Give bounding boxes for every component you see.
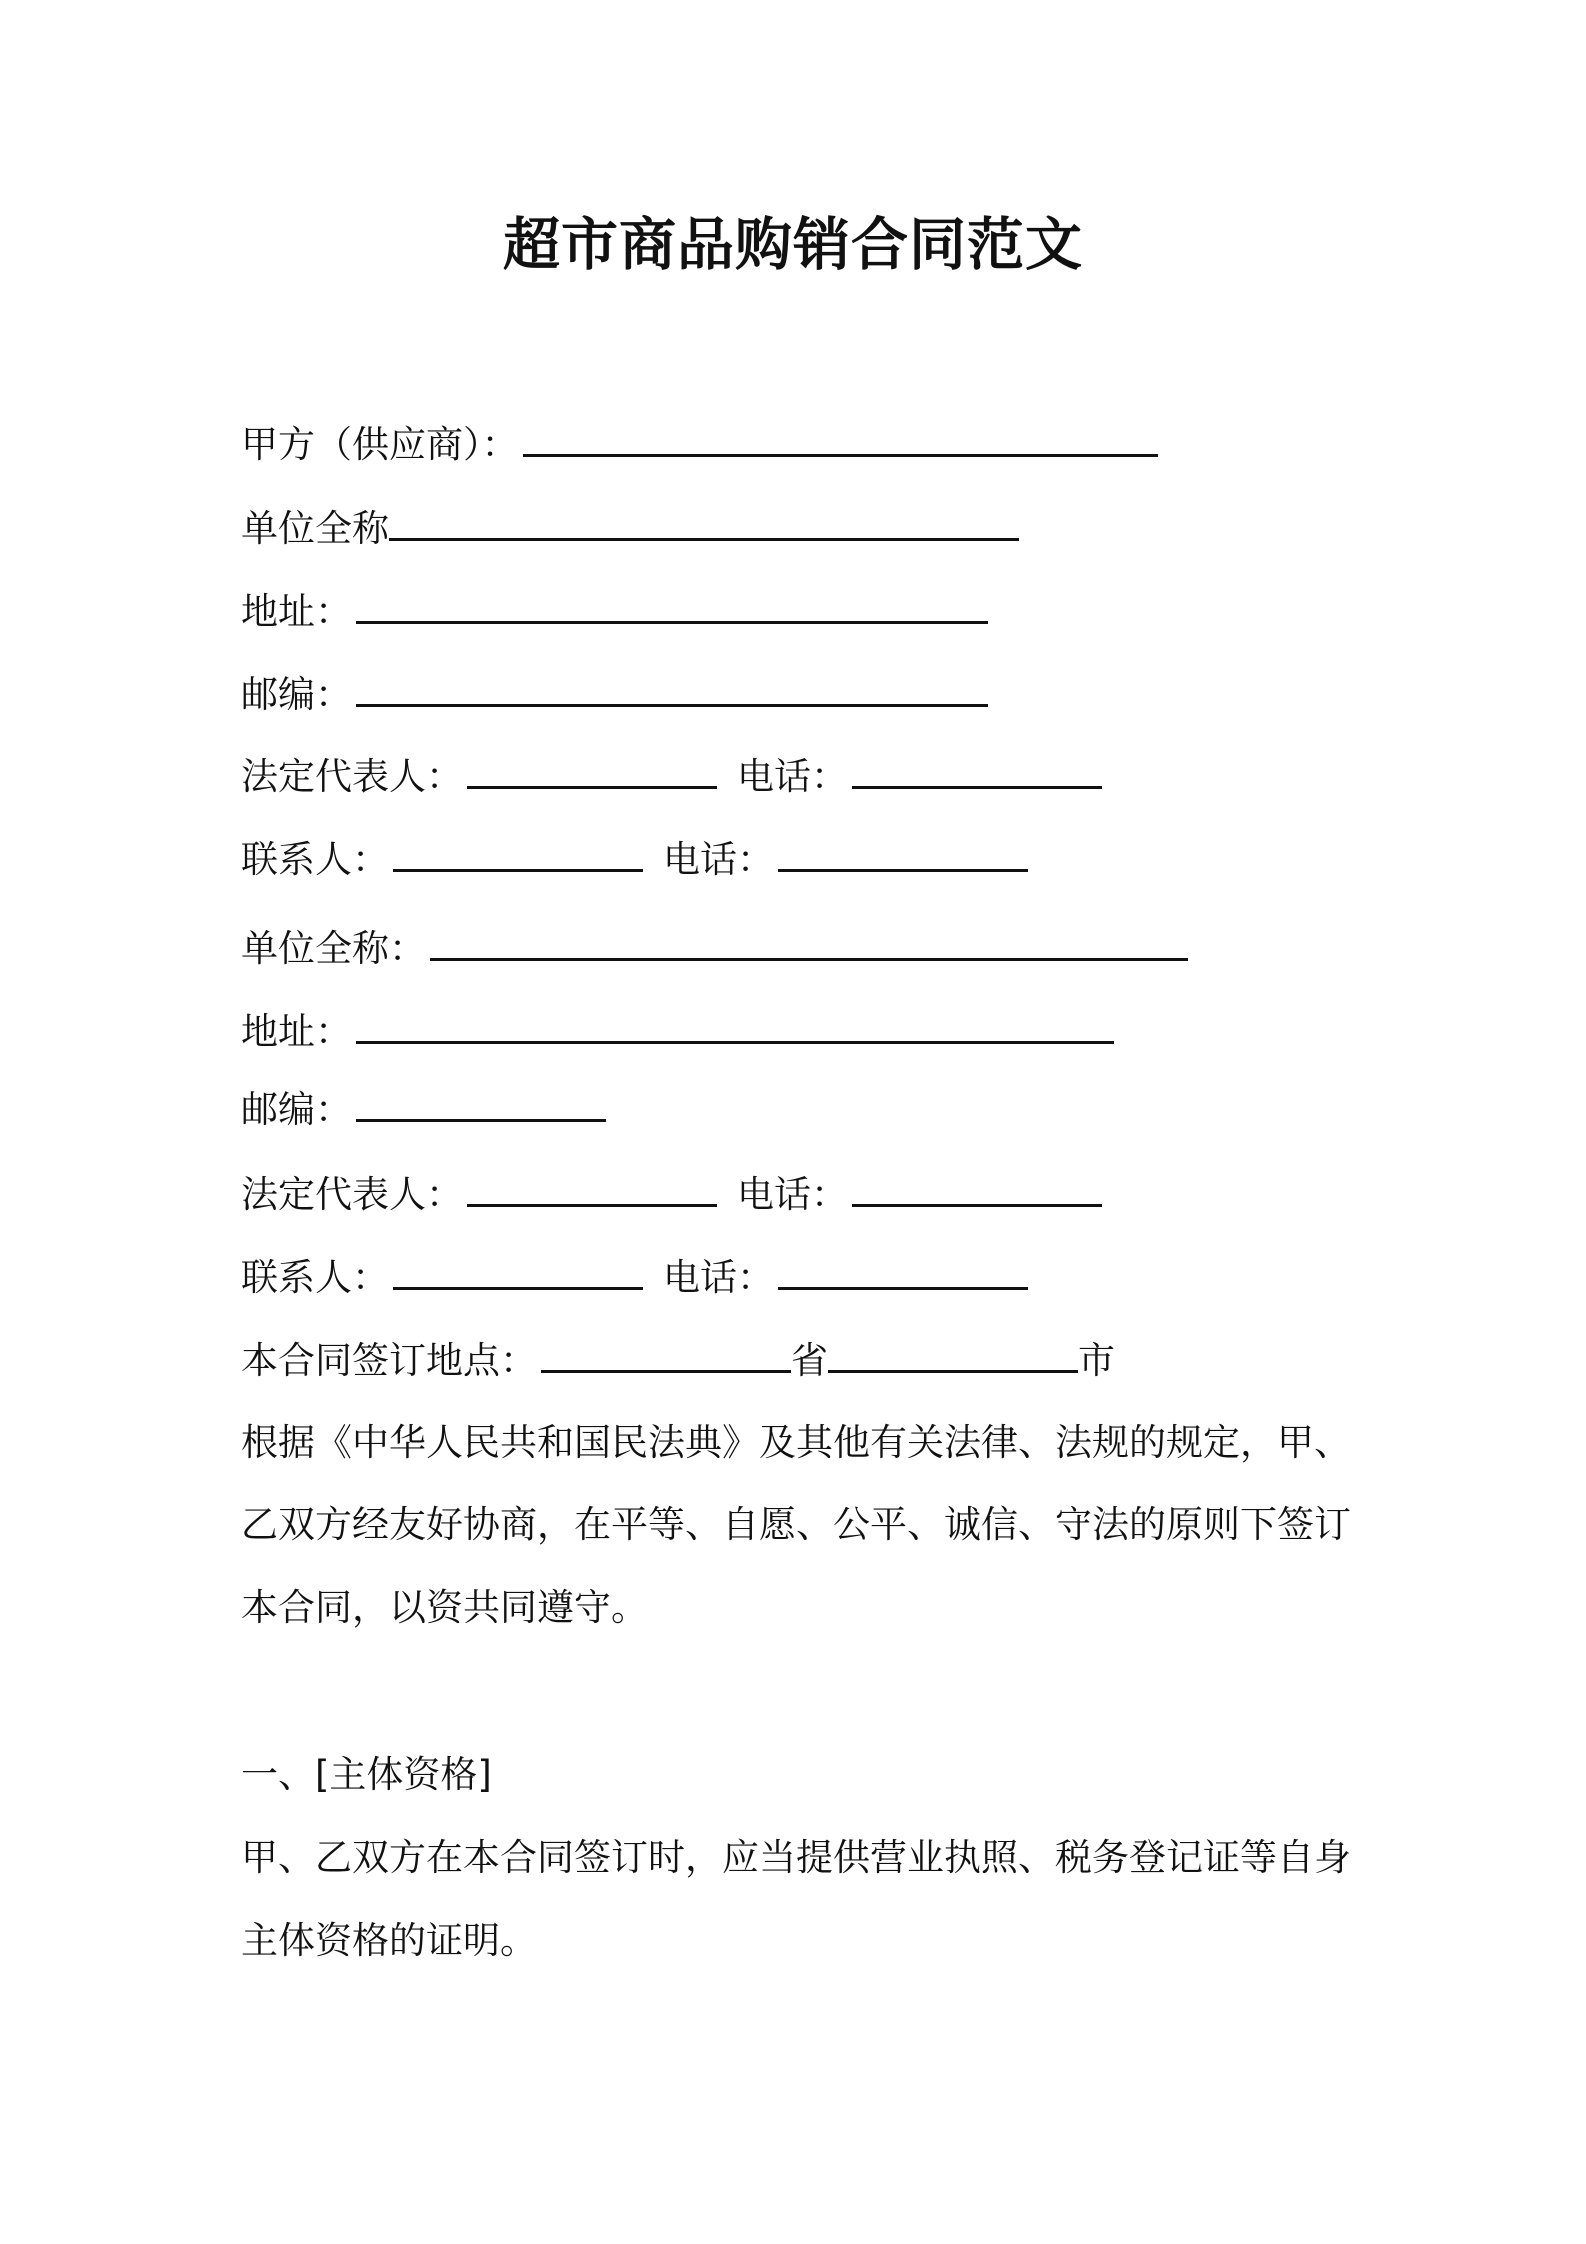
party-a-postcode-label: 邮编：	[241, 673, 352, 716]
party-a-contact-phone-label: 电话：	[663, 838, 774, 881]
party-a-name-line	[241, 502, 1019, 554]
party-b-contact-blank[interactable]	[393, 1251, 643, 1290]
party-a-blank[interactable]	[523, 418, 1158, 457]
signing-place-line	[241, 1334, 1115, 1386]
party-a-name-blank[interactable]	[389, 502, 1019, 541]
party-b-postcode-label: 邮编：	[241, 1088, 352, 1131]
party-a-legal-rep-phone-blank[interactable]	[852, 750, 1102, 789]
party-a-contact-label: 联系人：	[241, 838, 389, 881]
party-b-contact-label: 联系人：	[241, 1256, 389, 1299]
party-b-legal-rep-line	[241, 1168, 1102, 1220]
signing-province-label: 省	[791, 1339, 828, 1382]
party-a-legal-rep-phone-label: 电话：	[737, 755, 848, 798]
party-b-postcode-blank[interactable]	[356, 1083, 606, 1122]
document-title: 超市商品购销合同范文	[503, 212, 1083, 278]
signing-place-label: 本合同签订地点：	[241, 1339, 537, 1382]
signing-city-blank[interactable]	[828, 1334, 1078, 1373]
party-b-contact-phone-blank[interactable]	[778, 1251, 1028, 1290]
party-a-address-label: 地址：	[241, 590, 352, 633]
party-a-postcode-blank[interactable]	[356, 668, 988, 707]
signing-province-blank[interactable]	[541, 1334, 791, 1373]
party-a-line	[241, 418, 1158, 470]
party-a-legal-rep-blank[interactable]	[467, 750, 717, 789]
party-a-address-line	[241, 585, 988, 637]
party-a-contact-line	[241, 833, 1028, 885]
signing-city-label: 市	[1078, 1339, 1115, 1382]
party-b-address-blank[interactable]	[356, 1005, 1114, 1044]
party-a-legal-rep-label: 法定代表人：	[241, 755, 463, 798]
party-b-legal-rep-phone-label: 电话：	[737, 1173, 848, 1216]
party-b-address-label: 地址：	[241, 1010, 352, 1053]
party-b-name-line	[241, 922, 1188, 974]
preamble-line-1: 根据《中华人民共和国民法典》及其他有关法律、法规的规定，甲、	[241, 1421, 1351, 1464]
party-a-address-blank[interactable]	[356, 585, 988, 624]
party-b-contact-line	[241, 1251, 1028, 1303]
section-1-heading: 一、[主体资格]	[241, 1753, 492, 1796]
party-b-name-label: 单位全称：	[241, 927, 426, 970]
party-a-contact-blank[interactable]	[393, 833, 643, 872]
party-a-name-label: 单位全称	[241, 507, 389, 550]
section-1-line-1: 甲、乙双方在本合同签订时，应当提供营业执照、税务登记证等自身	[241, 1836, 1351, 1879]
party-a-legal-rep-line	[241, 750, 1102, 802]
party-b-legal-rep-blank[interactable]	[467, 1168, 717, 1207]
party-a-postcode-line	[241, 668, 988, 720]
party-b-name-blank[interactable]	[430, 922, 1188, 961]
preamble-line-2: 乙双方经友好协商，在平等、自愿、公平、诚信、守法的原则下签订	[241, 1503, 1351, 1546]
preamble-line-3: 本合同，以资共同遵守。	[241, 1586, 648, 1629]
section-1-line-2: 主体资格的证明。	[241, 1919, 537, 1962]
party-b-postcode-line	[241, 1083, 606, 1135]
party-b-legal-rep-label: 法定代表人：	[241, 1173, 463, 1216]
party-b-legal-rep-phone-blank[interactable]	[852, 1168, 1102, 1207]
party-a-contact-phone-blank[interactable]	[778, 833, 1028, 872]
party-a-label: 甲方（供应商）：	[241, 423, 519, 466]
party-b-contact-phone-label: 电话：	[663, 1256, 774, 1299]
party-b-address-line	[241, 1005, 1114, 1057]
